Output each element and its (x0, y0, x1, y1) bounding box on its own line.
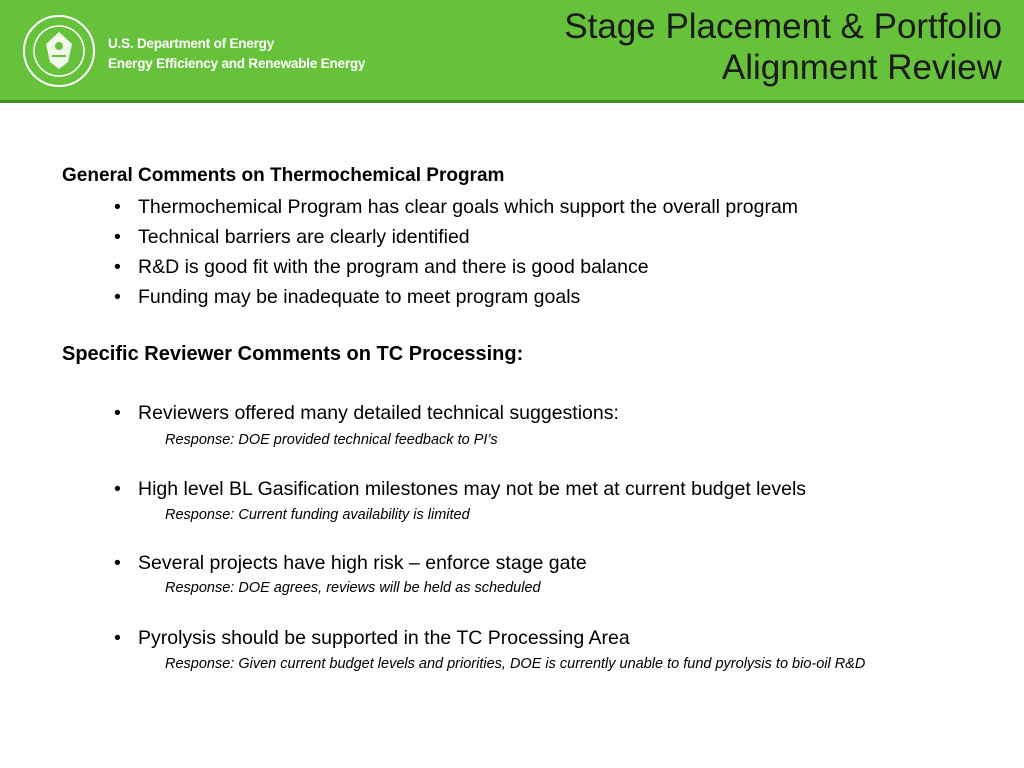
slide-title-line-1: Stage Placement & Portfolio (564, 7, 1002, 46)
specific-comments-heading: Specific Reviewer Comments on TC Processing: (62, 343, 524, 365)
specific-response: Response: DOE agrees, reviews will be held as scheduled (165, 580, 541, 596)
specific-comment-text: Several projects have high risk – enforce stage gate (138, 552, 587, 574)
org-line-2: Energy Efficiency and Renewable Energy (108, 56, 366, 71)
bullet-dot: • (114, 478, 121, 500)
bullet-dot: • (114, 196, 121, 218)
general-bullet (114, 196, 798, 219)
specific-comment-text: Reviewers offered many detailed technical suggestions: (138, 402, 619, 424)
bullet-dot: • (114, 552, 121, 574)
bullet-dot: • (114, 286, 121, 308)
general-bullet-text: Funding may be inadequate to meet program goals (138, 286, 581, 308)
bullet-dot: • (114, 402, 121, 424)
specific-response: Response: DOE provided technical feedback to PI’s (165, 432, 498, 448)
slide-title-line-2: Alignment Review (721, 48, 1002, 87)
general-bullet-text: Thermochemical Program has clear goals which support the overall program (138, 196, 799, 218)
specific-bullet (114, 552, 587, 575)
specific-bullet (114, 627, 630, 650)
general-bullet (114, 256, 649, 279)
specific-bullet (114, 402, 619, 425)
general-bullet-text: R&D is good fit with the program and there is good balance (138, 256, 649, 278)
specific-response: Response: Given current budget levels and priorities, DOE is currently unable to fund pyrolysis to bio-oil R&D (165, 656, 866, 672)
specific-response: Response: Current funding availability is limited (165, 507, 470, 523)
specific-comment-text: High level BL Gasification milestones may not be met at current budget levels (138, 478, 807, 500)
general-bullet (114, 286, 580, 309)
bullet-dot: • (114, 256, 121, 278)
specific-bullet (114, 478, 806, 501)
bullet-dot: • (114, 627, 121, 649)
general-comments-heading: General Comments on Thermochemical Program (62, 165, 505, 186)
general-bullet-text: Technical barriers are clearly identified (138, 226, 470, 248)
general-bullet (114, 226, 470, 249)
specific-comment-text: Pyrolysis should be supported in the TC Processing Area (138, 627, 630, 649)
bullet-dot: • (114, 226, 121, 248)
org-line-1: U.S. Department of Energy (108, 36, 275, 51)
